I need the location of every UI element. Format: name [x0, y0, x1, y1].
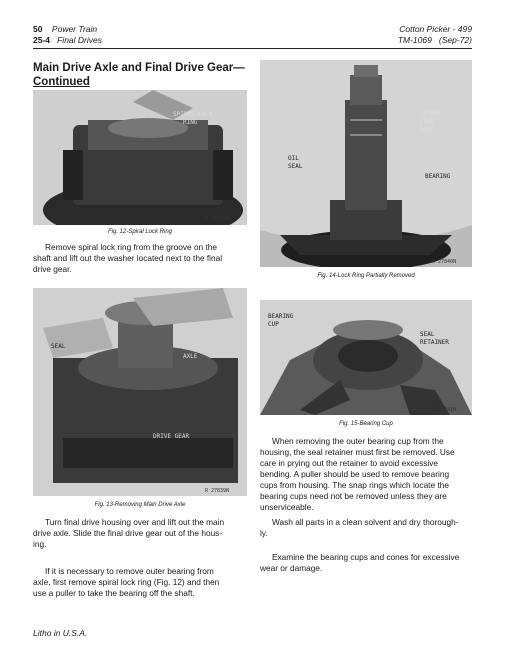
- fig14-label-6: BEARING: [425, 173, 451, 180]
- text-line: use a puller to take the bearing off the shaft.: [33, 588, 195, 598]
- text-line: bending. A puller should be used to remove bearing: [260, 469, 450, 479]
- text-line: Turn final drive housing over and lift out the main: [45, 517, 225, 527]
- text-line: If it is necessary to remove outer bearing from: [45, 566, 214, 576]
- fig14-code: R 27840N: [432, 259, 457, 265]
- fig14-label-3: RING: [420, 126, 435, 133]
- page-code: 25-4: [33, 35, 51, 45]
- fig15-label-4: RETAINER: [420, 339, 449, 346]
- paragraph-2: [33, 517, 247, 550]
- manual-number: TM-1069: [397, 35, 432, 45]
- figure-12-caption: Fig. 12-Spiral Lock Ring: [107, 229, 173, 235]
- text-line: axle, first remove spiral lock ring (Fig. 12) and then: [33, 577, 220, 587]
- fig13-label-2: AXLE: [183, 353, 198, 360]
- fig13-code: R 27839N: [205, 488, 230, 494]
- fig14-label-2: LOCK: [420, 118, 435, 125]
- text-line: Examine the bearing cups and cones for excessive: [272, 552, 460, 562]
- figure-15-caption: Fig. 15-Bearing Cup: [339, 421, 393, 427]
- text-line: When removing the outer bearing cup from the: [272, 436, 444, 446]
- text-line: housing, the seal retainer must first be removed. Use: [260, 447, 455, 457]
- figure-15-photo: [260, 300, 472, 415]
- text-line: wear or damage.: [260, 563, 323, 573]
- text-line: drive axle. Slide the final drive gear out of the hous-: [33, 528, 223, 538]
- section-title: Power Train: [51, 24, 98, 34]
- fig15-code: R 27841N: [432, 407, 457, 413]
- footer-text: Litho in U.S.A.: [33, 628, 88, 638]
- text-line: Remove spiral lock ring from the groove on the: [45, 242, 218, 252]
- paragraph-1: [33, 242, 247, 275]
- fig12-code: R 27838N: [205, 216, 230, 222]
- page-number: 50: [33, 24, 43, 34]
- text-line: cups from housing. The snap rings which locate the: [260, 480, 449, 490]
- heading-line-2: Continued: [33, 76, 90, 88]
- text-line: ly.: [260, 528, 268, 538]
- paragraph-4: [260, 436, 475, 513]
- fig12-label-2: RING: [183, 119, 198, 126]
- fig15-label-1: BEARING: [268, 313, 294, 320]
- page-header-left: [33, 24, 102, 46]
- header-rule: [33, 48, 472, 49]
- manual-title: Cotton Picker - 499: [399, 24, 472, 34]
- fig14-label-4: OIL: [288, 155, 299, 162]
- fig14-label-5: SEAL: [288, 163, 303, 170]
- figure-13-caption: Fig. 13-Removing Main Drive Axle: [94, 502, 186, 508]
- text-line: Wash all parts in a clean solvent and dry thorough-: [272, 517, 459, 527]
- text-line: ing.: [33, 539, 47, 549]
- text-line: drive gear.: [33, 264, 72, 274]
- heading-line-1: Main Drive Axle and Final Drive Gear—: [33, 62, 245, 74]
- paragraph-3: [33, 566, 247, 599]
- manual-date: (Sep-72): [438, 35, 472, 45]
- text-line: shaft and lift out the washer located next to the final: [33, 253, 223, 263]
- fig15-label-2: CUP: [268, 321, 279, 328]
- subsection-title: Final Drives: [57, 35, 102, 45]
- section-heading: [33, 61, 253, 89]
- fig13-label-3: DRIVE GEAR: [153, 433, 190, 440]
- fig15-label-3: SEAL: [420, 331, 435, 338]
- figure-14-caption: Fig. 14-Lock Ring Partially Removed: [317, 273, 415, 279]
- fig12-label-1: SPIRAL LOCK: [173, 111, 213, 118]
- paragraph-5: [260, 517, 475, 539]
- text-line: care in prying out the retainer to avoid excessive: [260, 458, 439, 468]
- figure-14-photo: [260, 60, 472, 267]
- paragraph-6: [260, 552, 475, 574]
- figure-12-photo: [33, 90, 247, 225]
- fig14-label-1: SPIRAL: [420, 110, 442, 117]
- figure-13-photo: [33, 288, 247, 496]
- fig13-label-1: SEAL: [51, 343, 66, 350]
- text-line: bearing cups need not be removed unless they are: [260, 491, 447, 501]
- page-header-right: [398, 24, 472, 46]
- text-line: unserviceable.: [260, 502, 314, 512]
